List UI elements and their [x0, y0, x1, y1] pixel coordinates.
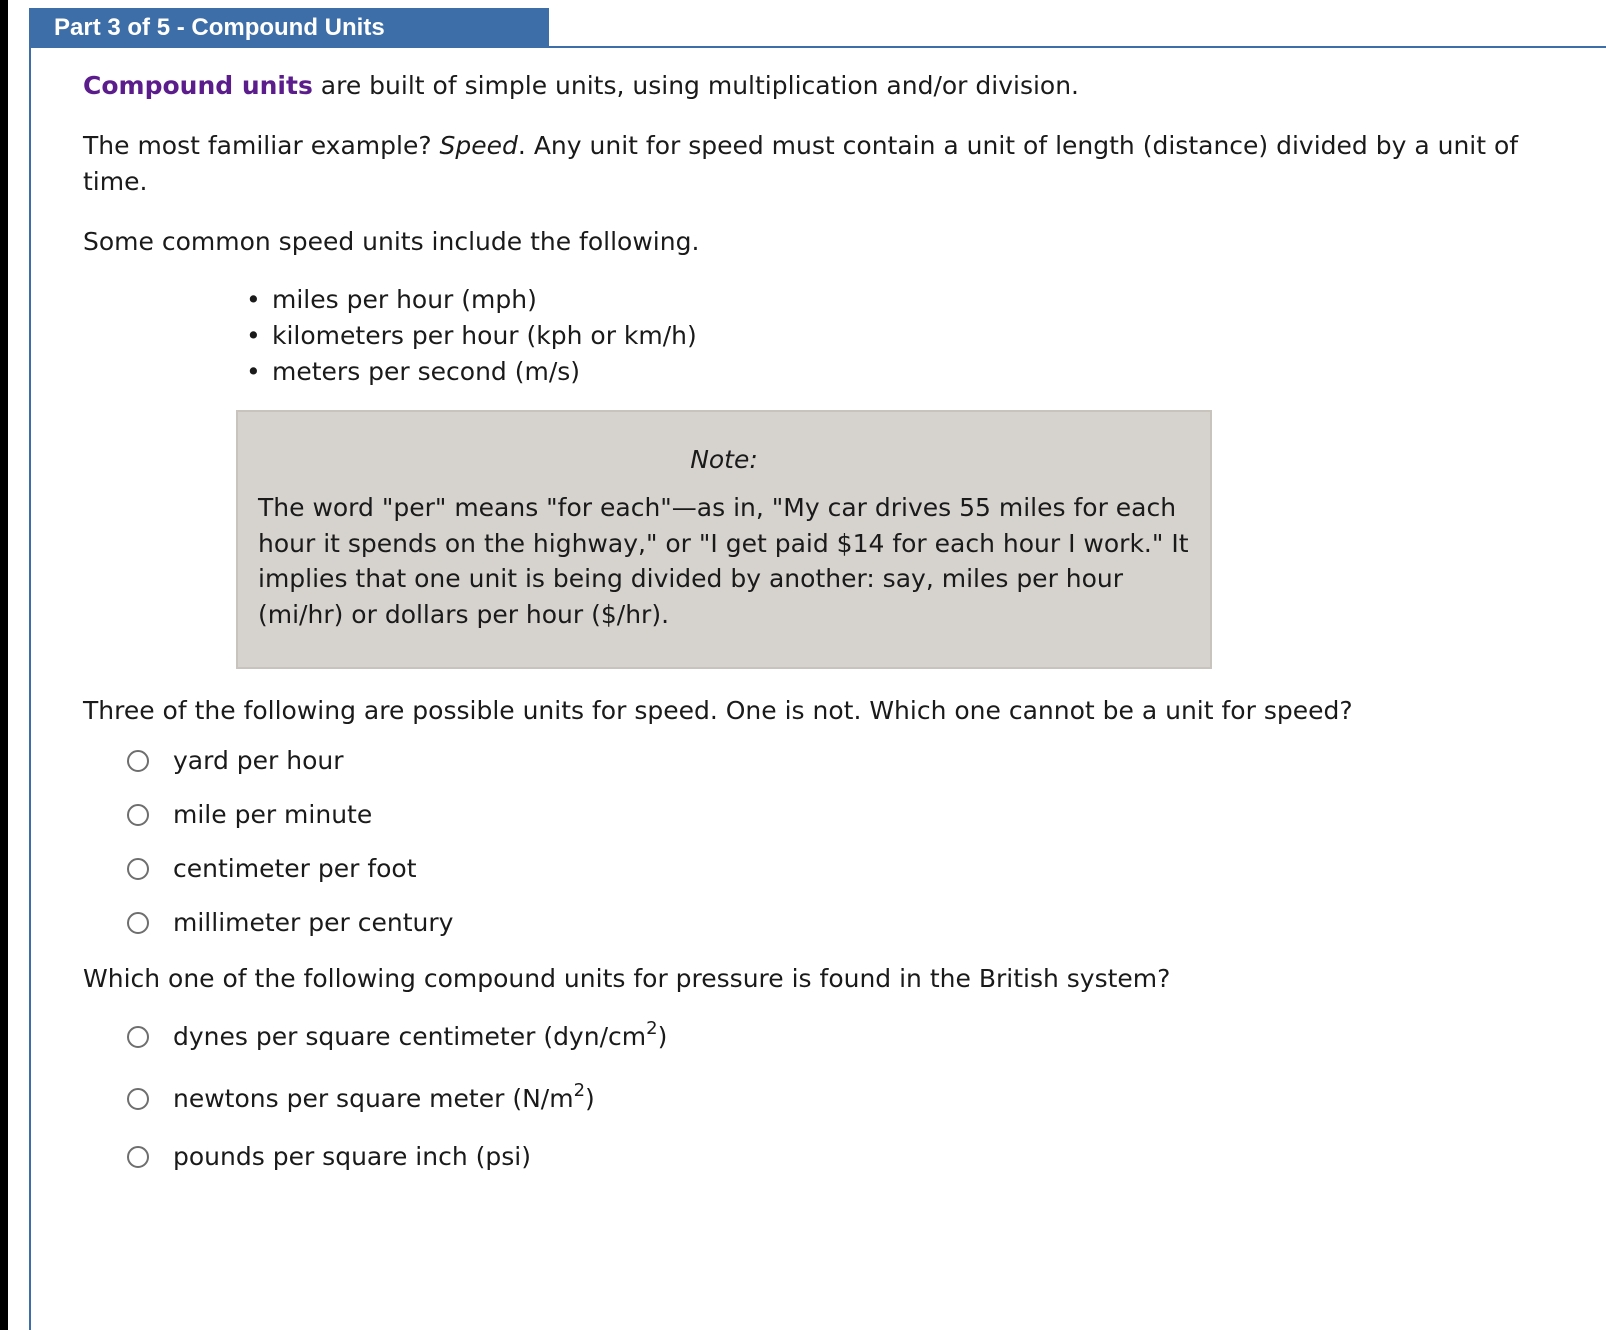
- question-1-option[interactable]: millimeter per century: [127, 905, 1563, 941]
- question-2-option[interactable]: dynes per square centimeter $(dyn/cm^2)$: [127, 1015, 1563, 1059]
- list-item: • kilometers per hour (kph or km/h): [246, 318, 1563, 354]
- question-2-prompt: Which one of the following compound units for pressure is found in the British system?: [83, 964, 1171, 993]
- question-2-option[interactable]: newtons per square meter $(N/m^2)$: [127, 1077, 1563, 1121]
- intro-text: are built of simple units, using multiplication and/or division.: [312, 71, 1080, 100]
- common-units-heading: Some common speed units include the following.: [83, 227, 700, 256]
- frame-top-border: [29, 46, 1606, 48]
- speed-unit-list: [83, 282, 1563, 390]
- radio-button[interactable]: [127, 912, 149, 934]
- question-2-option[interactable]: pounds per square inch (psi): [127, 1139, 1563, 1175]
- list-item: • meters per second (m/s): [246, 354, 1563, 390]
- question-1-prompt: Three of the following are possible units for speed. One is not. Which one cannot be a unit for speed?: [83, 696, 1353, 725]
- radio-button[interactable]: [127, 1026, 149, 1048]
- radio-button[interactable]: [127, 750, 149, 772]
- bullet-icon: •: [246, 321, 261, 350]
- note-text: The word "per" means "for each"—as in, "My car drives 55 miles for each hour it spends on the highway," or "I get paid $14 for each hour I work." It implies that one unit is being divided by another: say, miles per hour (mi/hr) or dollars per hour ($/hr).: [258, 493, 1189, 629]
- question-1-option[interactable]: centimeter per foot: [127, 851, 1563, 887]
- question-2-options: [127, 1015, 1563, 1175]
- bullet-icon: •: [246, 285, 261, 314]
- intro-paragraph: [83, 68, 1563, 104]
- lesson-content: [83, 68, 1563, 1193]
- radio-button[interactable]: [127, 804, 149, 826]
- question-1-options: [127, 743, 1563, 941]
- list-item: • miles per hour (mph): [246, 282, 1563, 318]
- note-title: Note:: [690, 445, 758, 474]
- radio-button[interactable]: [127, 858, 149, 880]
- example-paragraph: [83, 128, 1563, 200]
- question-1-option[interactable]: yard per hour: [127, 743, 1563, 779]
- compound-units-term: Compound units: [83, 71, 313, 100]
- window-left-edge: [0, 0, 8, 1330]
- radio-button[interactable]: [127, 1088, 149, 1110]
- part-header-tab: Part 3 of 5 - Compound Units: [29, 8, 549, 47]
- example-rest: . Any unit for speed must contain a unit of length (distance) divided by a unit of time.: [83, 131, 1519, 196]
- frame-left-border: [29, 46, 31, 1330]
- radio-button[interactable]: [127, 1146, 149, 1168]
- example-lead: The most familiar example?: [83, 131, 440, 160]
- bullet-icon: •: [246, 357, 261, 386]
- question-1-option[interactable]: mile per minute: [127, 797, 1563, 833]
- note-box: [236, 410, 1212, 669]
- example-speed-word: Speed: [439, 131, 518, 160]
